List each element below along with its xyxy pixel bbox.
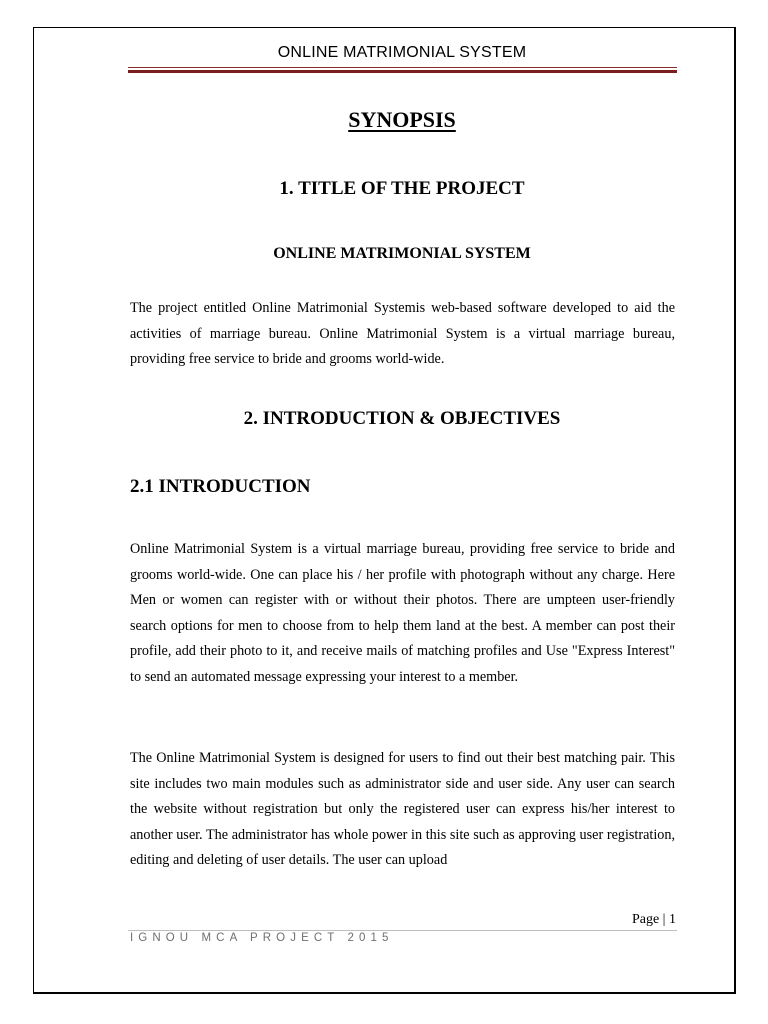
section-1-heading: 1. TITLE OF THE PROJECT	[279, 178, 525, 199]
introduction-paragraph-2: The Online Matrimonial System is designed for users to find out their best matching pair. This site includes two main modules such as administrator side and user side. Any user can search the website without registration but only the registered user can express his/her interest to another user. The administrator has whole power in this site such as approving user registration, editing and deleting of user details. The user can upload	[130, 750, 675, 868]
project-description: The project entitled Online Matrimonial Systemis web-based software developed to aid the activities of marriage bureau. Online Matrimonial System is a virtual marriage bureau, providing free service to bride and grooms world-wide.	[130, 300, 675, 367]
footer-project-line: IGNOU MCA PROJECT 2015	[130, 932, 394, 944]
synopsis-text: SYNOPSIS	[348, 107, 456, 132]
running-header: ONLINE MATRIMONIAL SYSTEM	[277, 44, 527, 61]
header-rule-thick	[128, 70, 677, 73]
project-title: ONLINE MATRIMONIAL SYSTEM	[273, 245, 531, 262]
section-2-1-heading: 2.1 INTRODUCTION	[130, 476, 311, 497]
introduction-paragraph-1: Online Matrimonial System is a virtual marriage bureau, providing free service to bride and grooms world-wide. One can place his / her profile with photograph without any charge. Here Men or women can register with or without their photos. There are umpteen user-friendly search options for men to choose from to help them land at the best. A member can post their profile, add their photo to it, and receive mails of matching profiles and Use "Express Interest" to send an automated message expressing your interest to a member.	[130, 541, 675, 685]
section-2-heading: 2. INTRODUCTION & OBJECTIVES	[243, 408, 561, 429]
synopsis-heading	[128, 107, 676, 133]
header-rule	[128, 67, 677, 68]
footer-rule	[128, 930, 677, 931]
page-number: Page | 1	[631, 912, 676, 927]
